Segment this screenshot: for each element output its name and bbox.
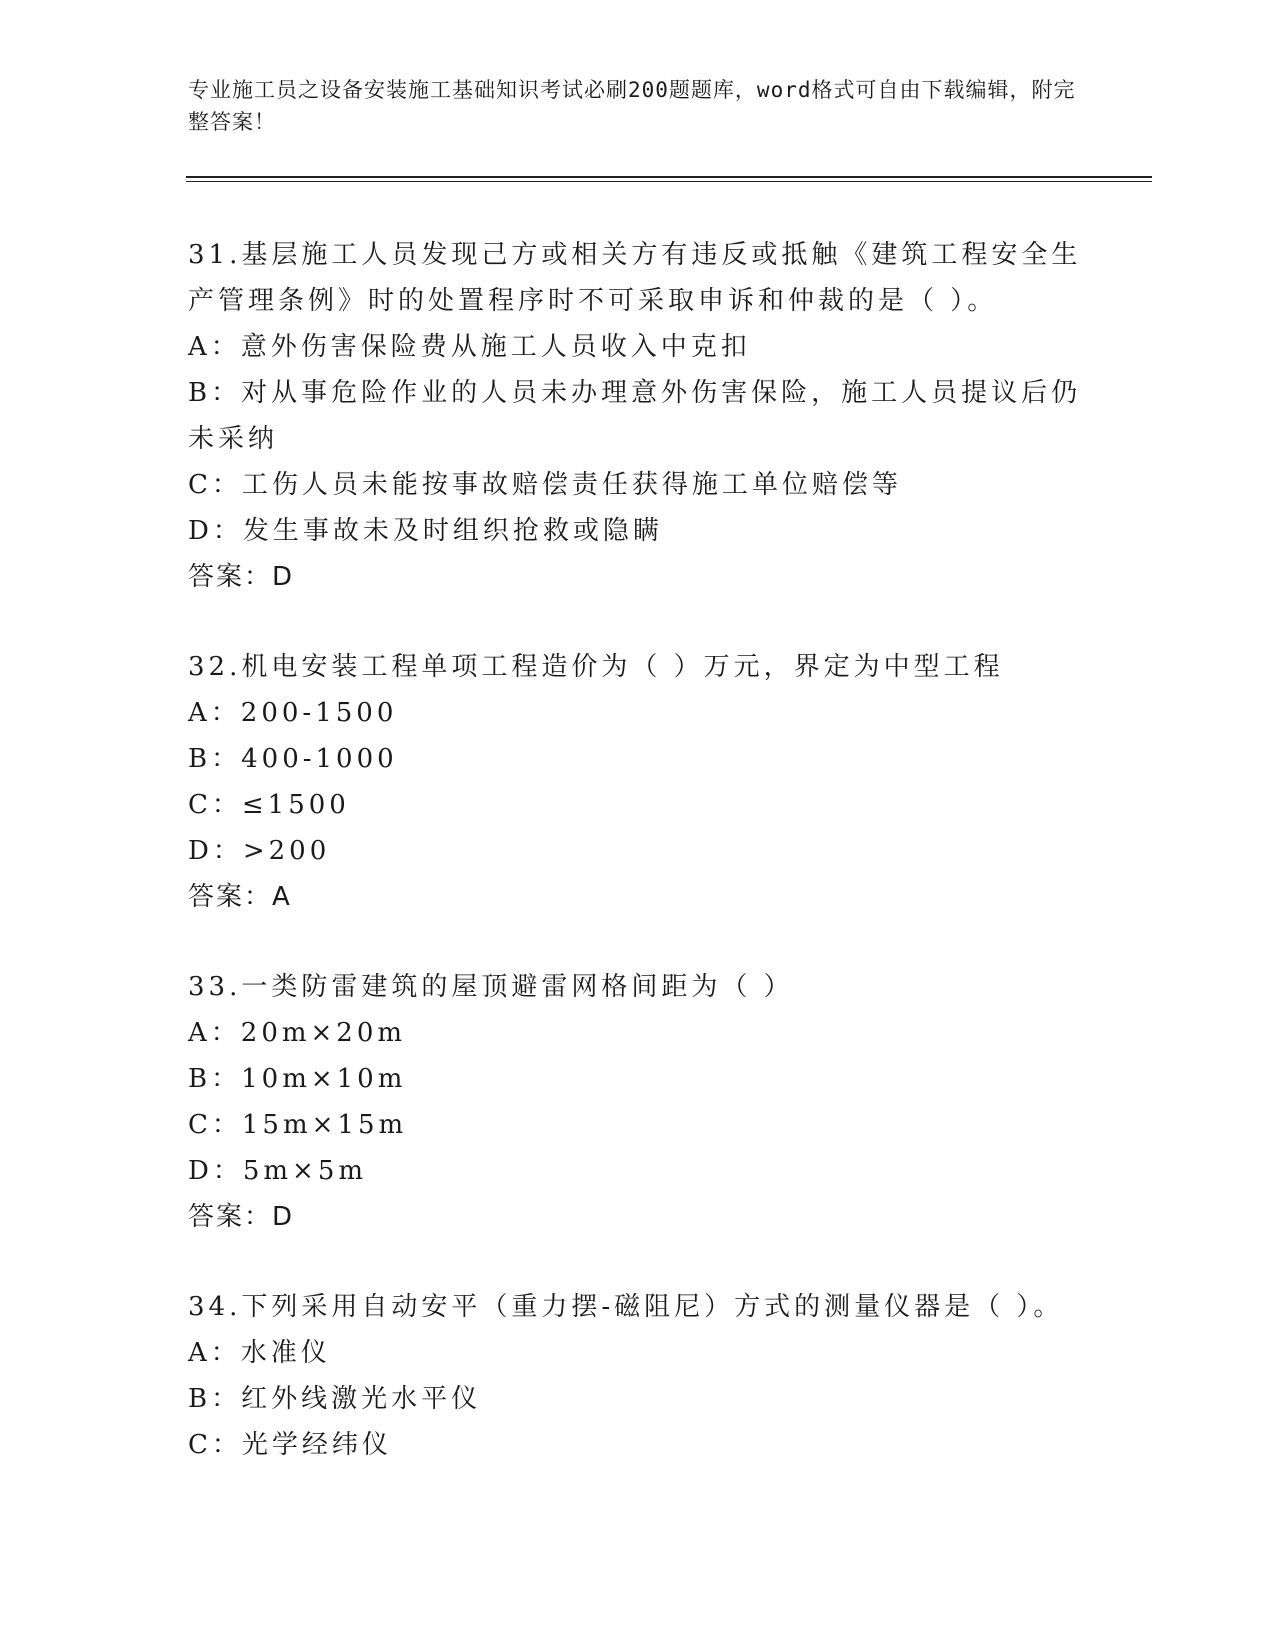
option-d: D：>200	[188, 836, 331, 866]
answer: 答案：D	[188, 1202, 295, 1232]
option-c: C：15m×15m	[188, 1110, 408, 1140]
option-d: D：发生事故未及时组织抢救或隐瞒	[188, 516, 663, 546]
question-text: 32.机电安装工程单项工程造价为（ ）万元，界定为中型工程	[188, 652, 1004, 682]
question-32	[188, 644, 1108, 920]
header-divider-thick	[186, 176, 1152, 178]
option-b: B：400-1000	[188, 744, 398, 774]
question-text: 34.下列采用自动安平（重力摆-磁阻尼）方式的测量仪器是（ ）。	[188, 1292, 1064, 1322]
option-b: B：红外线激光水平仪	[188, 1384, 482, 1414]
question-list	[188, 232, 1108, 1512]
question-33	[188, 964, 1108, 1240]
header-divider-thin	[186, 181, 1152, 182]
option-a: A：水准仪	[188, 1338, 331, 1368]
question-34	[188, 1284, 1108, 1468]
option-c: C：工伤人员未能按事故赔偿责任获得施工单位赔偿等	[188, 470, 902, 500]
option-c: C：光学经纬仪	[188, 1430, 392, 1460]
option-b: B：10m×10m	[188, 1064, 407, 1094]
question-text: 33.一类防雷建筑的屋顶避雷网格间距为（ ）	[188, 972, 794, 1002]
document-header: 专业施工员之设备安装施工基础知识考试必刷200题题库，word格式可自由下载编辑，附完整答案！	[188, 78, 1076, 134]
option-a: A：意外伤害保险费从施工人员收入中克扣	[188, 332, 751, 362]
answer: 答案：D	[188, 562, 295, 592]
question-text: 31.基层施工人员发现己方或相关方有违反或抵触《建筑工程安全生产管理条例》时的处置程序时不可采取申诉和仲裁的是（ ）。	[188, 240, 1082, 316]
option-a: A：20m×20m	[188, 1018, 407, 1048]
question-31	[188, 232, 1108, 600]
option-d: D：5m×5m	[188, 1156, 368, 1186]
option-a: A：200-1500	[188, 698, 398, 728]
option-b: B：对从事危险作业的人员未办理意外伤害保险，施工人员提议后仍未采纳	[188, 378, 1082, 454]
option-c: C：≤1500	[188, 790, 350, 820]
answer: 答案：A	[188, 882, 292, 912]
